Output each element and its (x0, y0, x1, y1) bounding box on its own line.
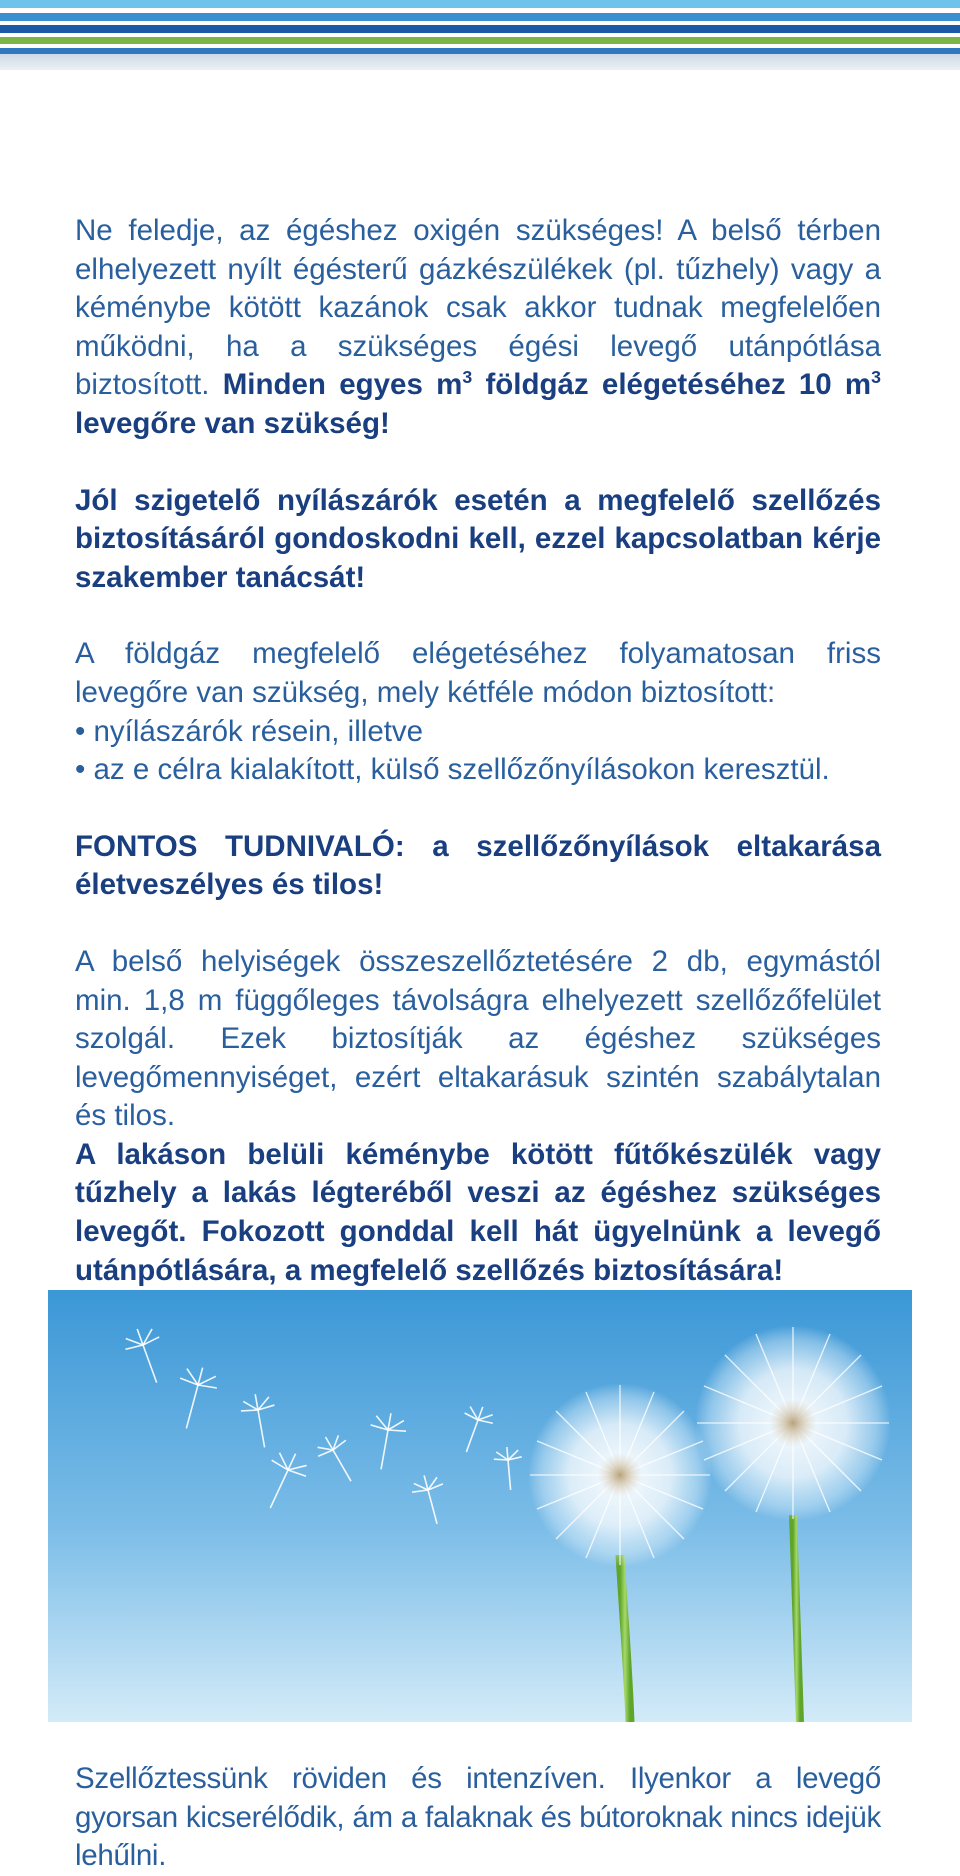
paragraph-fresh-air (75, 635, 881, 789)
bullet-item-2: • az e célra kialakított, külső szellőzőnyílásokon keresztül. (75, 753, 830, 787)
oxygen-bold-b: földgáz elégetéséhez 10 m (472, 368, 872, 402)
paragraph-ventilation-bold: A lakáson belüli kéménybe kötött fűtőkészülék vagy tűzhely a lakás légteréből veszi az égéshez szükséges levegőt. Fokozott gonddal kell hát ügyelnünk a levegő utánpótlására, a megfelelő szellőzés biztosítására! (75, 1137, 881, 1287)
photo-caption: Szellőztessünk röviden és intenzíven. Ilyenkor a levegő gyorsan kicserélődik, ám a falaknak és bútoroknak nincs idejük lehűlni. (75, 1762, 881, 1873)
bullet-item-1: • nyílászárók résein, illetve (75, 714, 424, 748)
superscript-a: 3 (462, 367, 473, 388)
superscript-b: 3 (871, 367, 881, 388)
paragraph-insulation: Jól szigetelő nyílászárók esetén a megfelelő szellőzés biztosításáról gondoskodni kell, ezzel kapcsolatban kérje szakember tanácsát! (75, 483, 881, 594)
dandelion-illustration (48, 1290, 912, 1722)
oxygen-text: Ne feledje, az égéshez oxigén szükséges! A belső térben elhelyezett nyílt égésterű gázkészülékek (pl. tűzhely) vagy a kéménybe kötött kazánok csak akkor tudnak megfelelően működni, ha a szükséges égési levegő utánpótlása biztosított. (75, 214, 881, 402)
dandelion-head-left (528, 1383, 712, 1567)
oxygen-bold-a: Minden egyes m (222, 368, 463, 402)
dandelion-head-right (695, 1325, 891, 1521)
fresh-air-intro: A földgáz megfelelő elégetéséhez folyamatosan friss levegőre van szükség, mely kétféle módon biztosított: (75, 637, 881, 709)
oxygen-bold-c: levegőre van szükség! (75, 406, 390, 440)
paragraph-ventilation: A belső helyiségek összeszellőztetésére 2 db, egymástól min. 1,8 m függőleges távolságra elhelyezett szellőzőfelület szolgál. Ezek biztosítják az égéshez szükséges levegőmennyiséget, ezért eltakarásuk szintén szabálytalan és tilos. (75, 944, 881, 1133)
main-text (75, 212, 881, 1290)
paragraph-oxygen (75, 212, 881, 444)
header-stripes (0, 0, 960, 80)
paragraph-important: FONTOS TUDNIVALÓ: a szellőzőnyílások eltakarása életveszélyes és tilos! (75, 829, 881, 902)
dandelion-photo (48, 1290, 912, 1722)
